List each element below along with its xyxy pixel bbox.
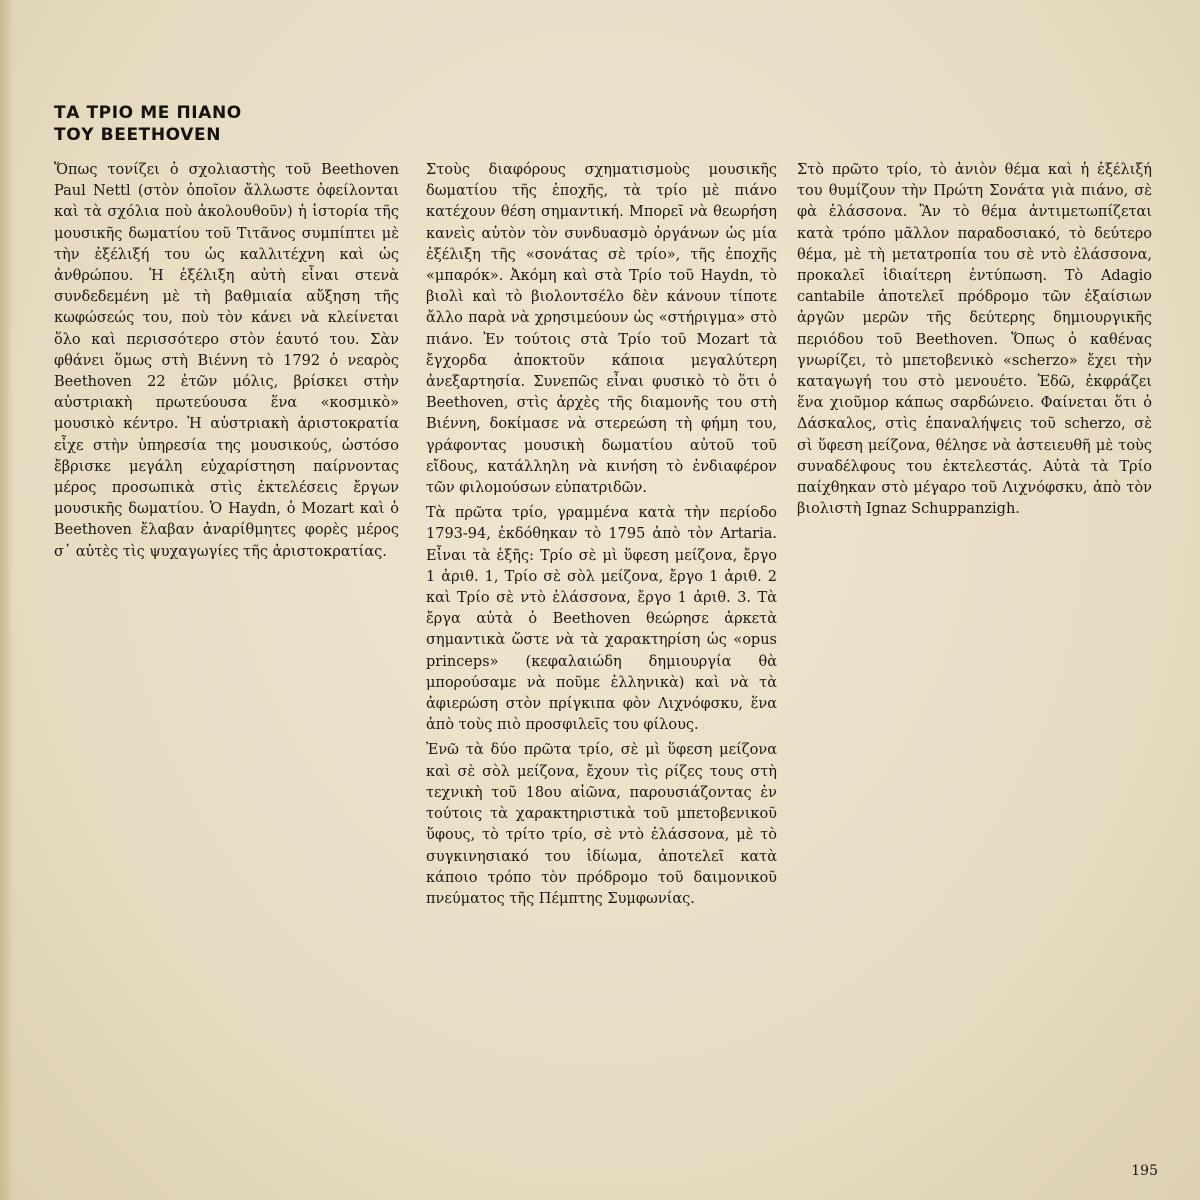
- paragraph: Τὰ πρῶτα τρίο, γραμμένα κατὰ τὴν περίοδο 1793-94, ἐκδόθηκαν τὸ 1795 ἀπὸ τὸν Artaria. Εἶναι τὰ ἑξῆς: Τρίο σὲ μὶ ὕφεση μείζονα, ἔργο 1 ἀριθ. 1, Τρίο σὲ σὸλ μείζονα, ἔργο 1 ἀριθ. 2 καὶ Τρίο σὲ ντὸ ἐλάσσονα, ἔργο 1 ἀριθ. 3. Τὰ ἔργα αὐτὰ ὁ Beethoven θεώρησε ἀρκετὰ σημαντικὰ ὥστε νὰ τὰ χαρακτηρίση ὡς «opus princeps» (κεφαλαιώδη δημιουργία θὰ μπορούσαμε νὰ ποῦμε ἑλληνικὰ) καὶ νὰ τὰ ἀφιερώση στὸν πρίγκιπα φὸν Λιχνόφσκυ, ἕνα ἀπὸ τοὺς πιὸ προσφιλεῖς του φίλους.: [426, 505, 777, 734]
- page-number: 195: [1131, 1163, 1158, 1179]
- text-column-3: [797, 160, 1152, 524]
- paragraph: Στὸ πρῶτο τρίο, τὸ ἀνιὸν θέμα καὶ ἡ ἐξέλιξή του θυμίζουν τὴν Πρώτη Σονάτα γιὰ πιάνο, σὲ φὰ ἐλάσσονα. Ἂν τὸ θέμα ἀντιμετωπίζεται κατὰ τρόπο μᾶλλον παραδοσιακό, τὸ δεύτερο θέμα, μὲ τὴ μετατροπία του σὲ ντὸ ἐλάσσονα, προκαλεῖ ἰδιαίτερη ἐντύπωση. Τὸ Adagio cantabile ἀποτελεῖ πρόδρομο τῶν ἐξαίσιων ἀργῶν μερῶν τῆς δεύτερης δημιουργικῆς περιόδου τοῦ Beethoven. Ὅπως ὁ καθένας γνωρίζει, τὸ μπετοβενικὸ «scherzo» ἔχει τὴν καταγωγή του στὸ μενουέτο. Ἐδῶ, ἐκφράζει ἕνα χιοῦμορ κάπως σαρδώνειο. Φαίνεται ὅτι ὁ Δάσκαλος, στὶς ἐπαναλήψεις τοῦ scherzo, σὲ σὶ ὕφεση μείζονα, θέλησε νὰ ἀστειευθῆ μὲ τοὺς συναδέλφους του ἐκτελεστάς. Αὐτὰ τὰ Τρίο παίχθηκαν στὸ μέγαρο τοῦ Λιχνόφσκυ, ἀπὸ τὸν βιολιστὴ Ignaz Schuppanzigh.: [797, 162, 1152, 518]
- paragraph: Στοὺς διαφόρους σχηματισμοὺς μουσικῆς δωματίου τῆς ἐποχῆς, τὰ τρίο μὲ πιάνο κατέχουν θέση σημαντική. Μπορεῖ νὰ θεωρήση κανεὶς αὐτὸν τὸν συνδυασμὸ ὀργάνων ὡς μία ἐξέλιξη τῆς «σονάτας σὲ τρίο», τῆς ἐποχῆς «μπαρόκ». Ἀκόμη καὶ στὰ Τρίο τοῦ Haydn, τὸ βιολὶ καὶ τὸ βιολοντσέλο δὲν κάνουν τίποτε ἄλλο παρὰ νὰ χρησιμεύουν ὡς «στήριγμα» στὸ πιάνο. Ἐν τούτοις στὰ Τρίο τοῦ Mozart τὰ ἔγχορδα ἀποκτοῦν κάποια μεγαλύτερη ἀνεξαρτησία. Συνεπῶς εἶναι φυσικὸ τὸ ὅτι ὁ Beethoven, στὶς ἀρχὲς τῆς διαμονῆς του στὴ Βιέννη, δοκίμασε νὰ στερεώση τὴ φήμη του, γράφοντας μουσικὴ δωματίου αὐτοῦ τοῦ εἴδους, κατάλληλη νὰ κινήση τὸ ἐνδιαφέρον τῶν φιλομούσων εὐπατριδῶν.: [426, 162, 777, 497]
- paragraph: Ὅπως τονίζει ὁ σχολιαστὴς τοῦ Beethoven Paul Nettl (στὸν ὁποῖον ἄλλωστε ὀφείλονται καὶ τὰ σχόλια ποὺ ἀκολουθοῦν) ἡ ἱστορία τῆς μουσικῆς δωματίου τοῦ Τιτᾶνος συμπίπτει μὲ τὴν ἐξέλιξή του ὡς καλλιτέχνη καὶ ὡς ἀνθρώπου. Ἡ ἐξέλιξη αὐτὴ εἶναι στενὰ συνδεδεμένη μὲ τὴ βαθμιαία αὔξηση τῆς κωφώσεώς του, ποὺ τὸν κάνει νὰ κλείνεται ὅλο καὶ περισσότερο στὸν ἑαυτό του. Σὰν φθάνει ὅμως στὴ Βιέννη τὸ 1792 ὁ νεαρὸς Beethoven 22 ἐτῶν μόλις, βρίσκει στὴν αὐστριακὴ πρωτεύουσα ἕνα «κοσμικὸ» μουσικὸ κέντρο. Ἡ αὐστριακὴ ἀριστοκρατία εἶχε στὴν ὑπηρεσία της μουσικούς, ὡστόσο ἔβρισκε μεγάλη εὐχαρίστηση παίρνοντας μέρος προσωπικὰ στὶς ἐκτελέσεις ἔργων μουσικῆς δωματίου. Ὁ Haydn, ὁ Mozart καὶ ὁ Beethoven ἔλαβαν ἀναρίθμητες φορὲς μέρος σ᾽ αὐτὲς τὶς ψυχαγωγίες τῆς ἀριστοκρατίας.: [54, 162, 399, 560]
- article-title-line-2: ΤΟΥ BEETHOVEN: [54, 125, 222, 145]
- article-title-line-1: ΤΑ ΤΡΙΟ ΜΕ ΠΙΑΝΟ: [54, 103, 242, 123]
- text-column-2: [426, 160, 777, 914]
- text-column-1: [54, 160, 399, 567]
- page-binding-shadow: [0, 0, 14, 1200]
- paragraph: Ἐνῶ τὰ δύο πρῶτα τρίο, σὲ μὶ ὕφεση μείζονα καὶ σὲ σὸλ μείζονα, ἔχουν τὶς ρίζες τους στὴ τεχνικὴ τοῦ 18ου αἰῶνα, παρουσιάζοντας ἐν τούτοις τὰ χαρακτηριστικὰ τοῦ μπετοβενικοῦ ὕφους, τὸ τρίτο τρίο, σὲ ντὸ ἐλάσσονα, μὲ τὸ συγκινησιακό του ἰδίωμα, ἀποτελεῖ κατὰ κάποιο τρόπο τὸν πρόδρομο τοῦ δαιμονικοῦ πνεύματος τῆς Πέμπτης Συμφωνίας.: [426, 742, 777, 907]
- article-title: [54, 102, 384, 146]
